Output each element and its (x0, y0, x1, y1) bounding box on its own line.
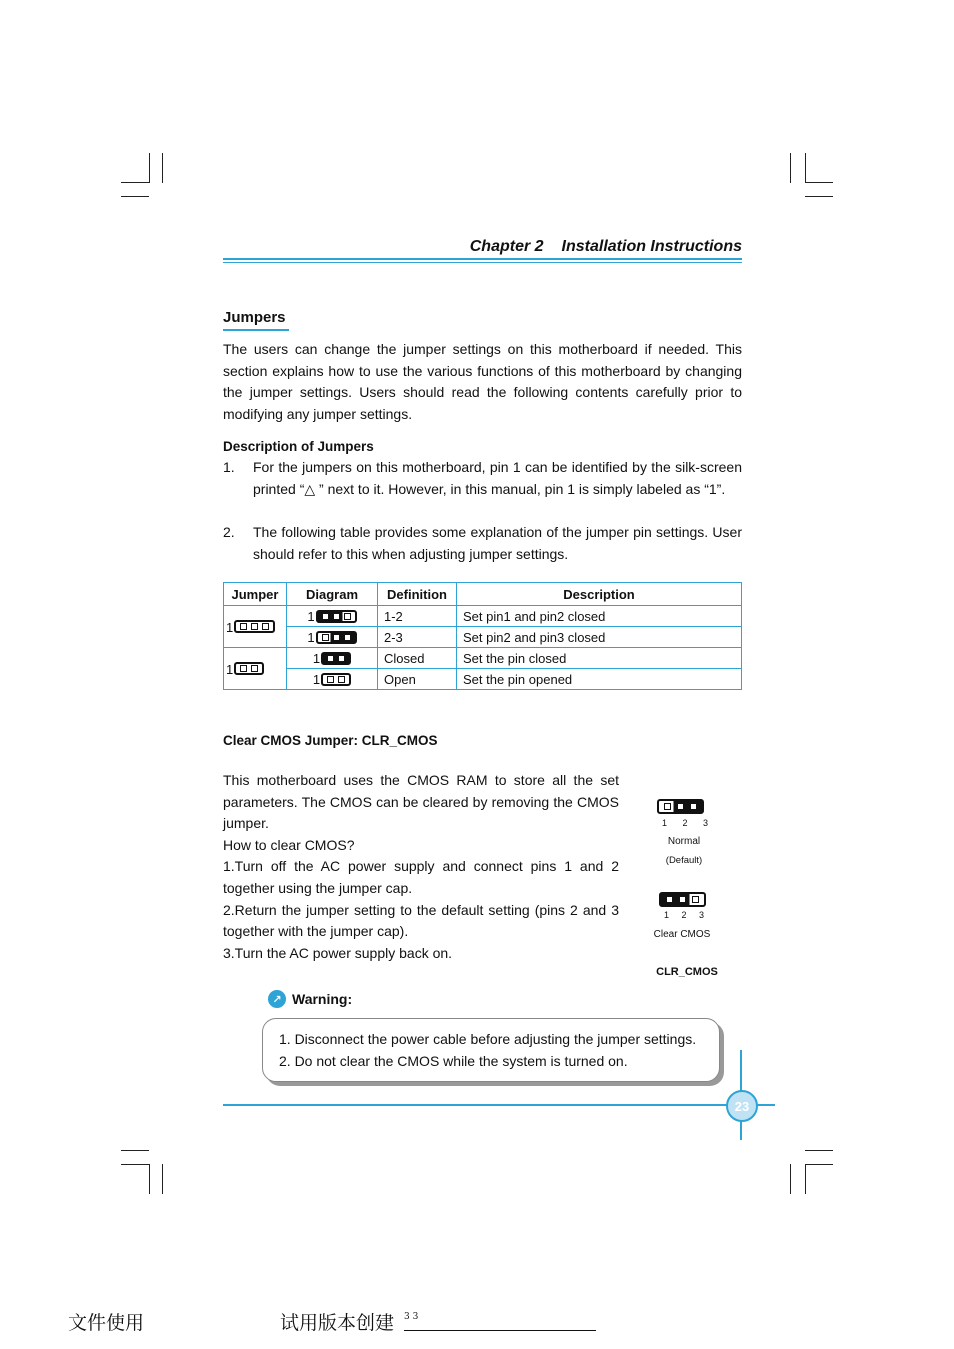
crop-mark (149, 1164, 150, 1194)
list-number: 2. (223, 524, 235, 540)
pin-numbers (664, 910, 704, 920)
definition-cell: Open (378, 669, 457, 690)
footer-rule (223, 1104, 775, 1106)
pin1-label: 1 (307, 630, 315, 646)
chapter-title: Installation Instructions (561, 238, 742, 255)
pin1-label: 1 (226, 661, 234, 677)
crop-mark (805, 1164, 833, 1165)
list-text: The following table provides some explanation of the jumper pin settings. User should refer to this when adjusting jumper settings. (253, 524, 742, 562)
jumper-table (223, 582, 742, 690)
diagram-cell (287, 627, 378, 648)
jumper-name: CLR_CMOS (656, 966, 718, 978)
cmos-heading: Clear CMOS Jumper: CLR_CMOS (223, 733, 438, 748)
watermark-right: 试用版本创建 (280, 1312, 395, 1334)
jumper-open-icon (321, 673, 351, 686)
normal-label: Normal (667, 836, 701, 847)
table-header: Definition (378, 583, 457, 606)
description-cell: Set pin1 and pin2 closed (457, 606, 742, 627)
pin1-triangle-icon: △ (304, 480, 316, 497)
page-number: 23 (726, 1090, 758, 1122)
intro-paragraph: The users can change the jumper settings on this motherboard if needed. This section explains how to use the various functions of this motherboard by changing the jumper settings. Users should read the following contents carefully prior to modifying any jumper settings. (223, 341, 742, 422)
diagram-cell (287, 669, 378, 690)
jumper-2-3-icon (316, 631, 357, 644)
jumper-1-2-icon (316, 610, 357, 623)
crop-mark (121, 1150, 149, 1151)
crop-mark (149, 153, 150, 183)
pin1-label: 1 (307, 609, 315, 625)
pin-number: 2 (682, 818, 688, 828)
cmos-line: How to clear CMOS? (223, 836, 355, 853)
header-rule (223, 258, 742, 260)
definition-cell: 2-3 (378, 627, 457, 648)
pin-number: 3 (698, 910, 704, 920)
section-heading: Jumpers (223, 309, 286, 326)
cmos-text (223, 770, 619, 964)
crop-mark (121, 182, 149, 183)
watermark-left: 文件使用 (68, 1312, 145, 1334)
jumper-3pin-cell (224, 606, 287, 648)
table-row (224, 669, 742, 690)
cmos-line: 2.Return the jumper setting to the default setting (pins 2 and 3 together with the jumper cap). (223, 901, 619, 940)
table-header: Diagram (287, 583, 378, 606)
crop-mark (162, 1164, 163, 1194)
header-rule (223, 262, 742, 263)
crop-mark (805, 196, 833, 197)
cmos-line: 1.Turn off the AC power supply and connect pins 1 and 2 together using the jumper cap. (223, 858, 619, 896)
definition-cell: Closed (378, 648, 457, 669)
crop-mark (121, 1164, 149, 1165)
list-text: For the jumpers on this motherboard, pin 1 can be identified by the silk-screen printed “ (253, 459, 742, 497)
warning-title: Warning: (292, 991, 353, 1007)
warning-item: 1. Disconnect the power cable before adjusting the jumper settings. (279, 1031, 697, 1047)
cmos-clear-diagram (659, 890, 706, 908)
pin-numbers (662, 818, 708, 828)
pin-number: 1 (662, 818, 668, 828)
jumper-closed-icon (321, 652, 351, 665)
two-pin-jumper-icon (234, 662, 264, 675)
chapter-header (223, 238, 742, 256)
table-row (224, 627, 742, 648)
table-header: Jumper (224, 583, 287, 606)
description-heading: Description of Jumpers (223, 439, 374, 454)
watermark-underline (404, 1330, 596, 1331)
warning-icon: ↗ (268, 990, 286, 1008)
pin-number: 1 (664, 910, 670, 920)
watermark-sup: 3 3 (404, 1312, 419, 1322)
warning-box (262, 1018, 720, 1082)
table-header-row (224, 583, 742, 606)
description-cell: Set the pin opened (457, 669, 742, 690)
heading-underline (223, 329, 289, 331)
pin-number: 2 (681, 910, 687, 920)
crop-mark (790, 1164, 791, 1194)
list-text: ” next to it. However, in this manual, pin 1 is simply labeled as “1”. (315, 480, 726, 497)
list-item (223, 457, 742, 500)
pin-number: 3 (702, 818, 708, 828)
jumper-clear-icon (659, 892, 706, 907)
crop-mark (805, 1164, 806, 1194)
warning-item: 2. Do not clear the CMOS while the system is turned on. (279, 1053, 628, 1069)
definition-cell: 1-2 (378, 606, 457, 627)
table-row (224, 606, 742, 627)
table-row (224, 648, 742, 669)
cmos-line: 3.Turn the AC power supply back on. (223, 944, 453, 961)
clear-cmos-label: Clear CMOS (653, 929, 711, 940)
default-label: (Default) (665, 855, 703, 866)
crop-mark (805, 1150, 833, 1151)
description-cell: Set pin2 and pin3 closed (457, 627, 742, 648)
table-header: Description (457, 583, 742, 606)
warning-heading (268, 990, 352, 1008)
crop-mark (121, 196, 149, 197)
crop-mark (162, 153, 163, 183)
jumper-normal-icon (657, 799, 704, 814)
jumper-2pin-cell (224, 648, 287, 690)
crop-mark (790, 153, 791, 183)
list-number: 1. (223, 459, 235, 475)
chapter-label: Chapter 2 (469, 238, 544, 255)
diagram-cell (287, 606, 378, 627)
three-pin-jumper-icon (234, 620, 275, 633)
pin1-label: 1 (226, 619, 234, 635)
cmos-normal-diagram (657, 797, 704, 815)
diagram-cell (287, 648, 378, 669)
crop-mark (805, 153, 806, 183)
description-cell: Set the pin closed (457, 648, 742, 669)
crop-mark (805, 182, 833, 183)
pin1-label: 1 (312, 672, 321, 688)
list-item (223, 522, 742, 565)
cmos-line: This motherboard uses the CMOS RAM to store all the set parameters. The CMOS can be cleared by removing the CMOS jumper. (223, 772, 619, 832)
pin1-label: 1 (312, 651, 321, 667)
